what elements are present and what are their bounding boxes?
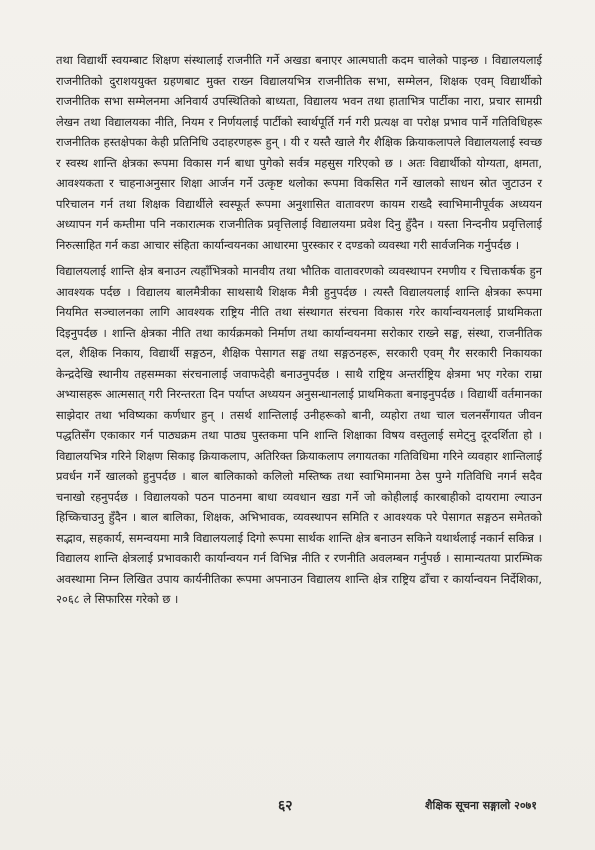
publication-title: शैक्षिक सूचना सङ्गालो २०७१ (425, 799, 537, 812)
paragraph-1: तथा विद्यार्थी स्वयम्बाट शिक्षण संस्थालाई राजनीति गर्ने अखडा बनाएर आत्मघाती कदम चालेको पाइन्छ । विद्यालयलाई राजनीतिको दुराशययुक्त ग्रहणबाट मुक्त राख्न विद्यालयभित्र राजनीतिक सभा, सम्मेलन, शिक्षक एवम् विद्यार्थीको राजनीतिक सभा सम्मेलनमा अनिवार्य उपस्थितिको बाध्यता, विद्यालय भवन तथा हाताभित्र पार्टीका नारा, प्रचार सामग्री लेखन तथा विद्यालयका नीति, नियम र निर्णयलाई पार्टीको स्वार्थपूर्ति गर्न गरी प्रत्यक्ष वा परोक्ष प्रभाव पार्ने गतिविधिहरू राजनीतिक हस्तक्षेपका केही प्रतिनिधि उदाहरणहरू हुन् । यी र यस्तै खाले गैर शैक्षिक क्रियाकलापले विद्यालयलाई स्वच्छ र स्वस्थ शान्ति क्षेत्रका रूपमा विकास गर्न बाधा पुगेको सर्वत्र महसुस गरिएको छ । अतः विद्यार्थीको योग्यता, क्षमता, आवश्यकता र चाहनाअनुसार शिक्षा आर्जन गर्ने उत्कृष्ट थलोका रूपमा विकसित गर्ने खालको साधन स्रोत जुटाउन र परिचालन गर्न तथा शिक्षक विद्यार्थीले स्वस्फूर्त रूपमा अनुशासित वातावरण कायम राख्दै स्वाभिमानीपूर्वक अध्ययन अध्यापन गर्न कम्तीमा पनि नकारात्मक राजनीतिक प्रवृत्तिलाई विद्यालयमा प्रवेश दिनु हुँदैन । यस्ता निन्दनीय प्रवृत्तिलाई निरुत्साहित गर्न कडा आचार संहिता कार्यान्वयनका आधारमा पुरस्कार र दण्डको व्यवस्था गरी सार्वजनिक गर्नुपर्दछ । (56, 53, 542, 252)
paragraph-2: विद्यालयलाई शान्ति क्षेत्र बनाउन त्यहाँभित्रको मानवीय तथा भौतिक वातावरणको व्यवस्थापन रमणीय र चित्ताकर्षक हुन आवश्यक पर्दछ । विद्यालय बालमैत्रीका साथसाथै शिक्षक मैत्री हुनुपर्दछ । त्यस्तै विद्यालयलाई शान्ति क्षेत्रका रूपमा नियमित सञ्चालनका लागि आवश्यक राष्ट्रिय नीति तथा संस्थागत संरचना विकास गरेर कार्यान्वयनलाई प्राथमिकता दिइनुपर्दछ । शान्ति क्षेत्रका नीति तथा कार्यक्रमको निर्माण तथा कार्यान्वयनमा सरोकार राख्ने सङ्घ, संस्था, राजनीतिक दल, शैक्षिक निकाय, विद्यार्थी सङ्गठन, शैक्षिक पेसागत सङ्घ तथा सङ्गठनहरू, सरकारी एवम् गैर सरकारी निकायका केन्द्रदेखि स्थानीय तहसम्मका संरचनालाई जवाफदेही बनाउनुपर्दछ । साथै राष्ट्रिय अन्तर्राष्ट्रिय क्षेत्रमा भए गरेका राम्रा अभ्यासहरू आत्मसात् गरी निरन्तरता दिन पर्याप्त अध्ययन अनुसन्धानलाई प्राथमिकता बनाइनुपर्दछ । विद्यार्थी वर्तमानका साझेदार तथा भविष्यका कर्णधार हुन् । तसर्थ शान्तिलाई उनीहरूको बानी, व्यहोरा तथा चाल चलनसँगायत जीवन पद्धतिसँग एकाकार गर्न पाठ्यक्रम तथा पाठ्य पुस्तकमा पनि शान्ति शिक्षाका विषय वस्तुलाई समेट्नु दूरदर्शिता हो । विद्यालयभित्र गरिने शिक्षण सिकाइ क्रियाकलाप, अतिरिक्त क्रियाकलाप लगायतका गतिविधिमा गरिने व्यवहार शान्तिलाई प्रवर्धन गर्ने खालको हुनुपर्दछ । बाल बालिकाको कलिलो मस्तिष्क तथा स्वाभिमानमा ठेस पुग्ने गतिविधि नगर्न सदैव चनाखो रहनुपर्दछ । विद्यालयको पठन पाठनमा बाधा व्यवधान खडा गर्ने जो कोहीलाई कारबाहीको दायरामा ल्याउन हिच्किचाउनु हुँदैन । बाल बालिका, शिक्षक, अभिभावक, व्यवस्थापन समिति र आवश्यक परे पेसागत सङ्गठन समेतको सद्भाव, सहकार्य, समन्वयमा मात्रै विद्यालयलाई दिगो रूपमा सार्थक शान्ति क्षेत्र बनाउन सकिने यथार्थलाई नकार्न सकिन्न । विद्यालय शान्ति क्षेत्रलाई प्रभावकारी कार्यान्वयन गर्न विभिन्न नीति र रणनीति अवलम्बन गर्नुपर्छ । सामान्यतया प्रारम्भिक अवस्थामा निम्न लिखित उपाय कार्यनीतिका रूपमा अपनाउन विद्यालय शान्ति क्षेत्र राष्ट्रिय ढाँचा र कार्यान्वयन निर्देशिका, २०६८ ले सिफारिस गरेको छ । (56, 264, 542, 606)
page-footer (0, 796, 595, 820)
page-number: ६२ (278, 798, 293, 814)
article-body (56, 50, 542, 616)
